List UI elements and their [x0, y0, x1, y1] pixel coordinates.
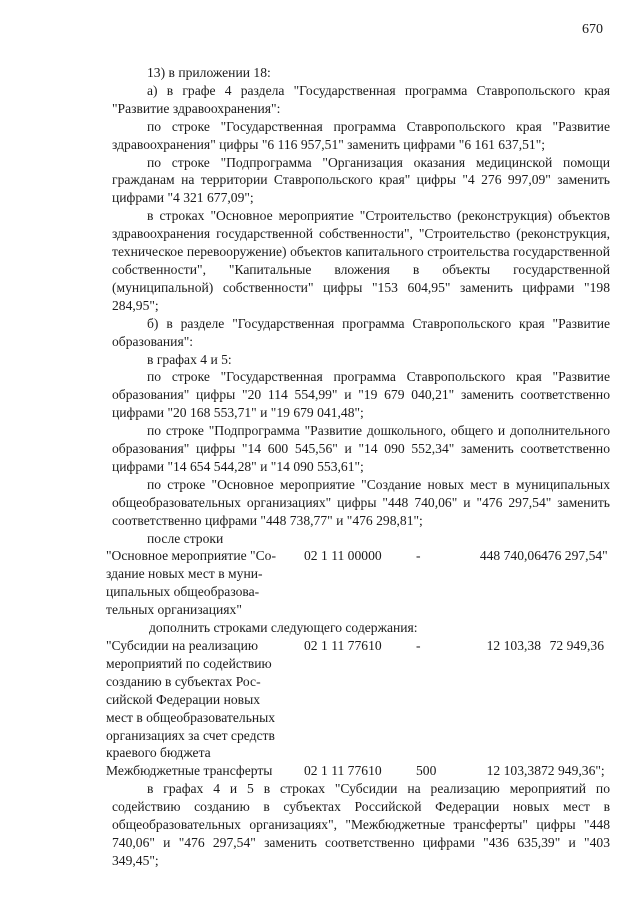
page-number: 670 [582, 22, 603, 37]
row-name-line: ципальных общеобразова- [106, 584, 260, 600]
table-new-rows [106, 637, 610, 780]
paragraph-subprogram-medical: по строке "Подпрограмма "Организация оказания медицинской помощи гражданам на территории Ставропольского края" цифры "4 276 997,09" заменить цифрами "4 321 677,09"; [112, 154, 610, 206]
row-code-cell: 02 1 11 77610 [304, 638, 382, 653]
row-vr-cell: - [416, 548, 421, 564]
table-row [106, 547, 610, 619]
document-body [106, 64, 610, 870]
paragraph-after-row: после строки [147, 530, 224, 546]
row-code-cell: 02 1 11 77610 [304, 763, 382, 779]
row-name-cell [106, 637, 304, 762]
row-name-line: мероприятий по содействию [106, 655, 272, 671]
paragraph-final: в графах 4 и 5 в строках "Субсидии на реализацию мероприятий по содействию созданию в субъектах Российской Федерации новых мест в общеобразовательных организациях", "Межбюджетные трансферты" цифры "448 740,06" и "476 297,54" заменить соответственно цифрами "436 635,39" и "403 349,45"; [112, 781, 610, 868]
row-vr-cell: - [416, 638, 421, 653]
paragraph-program-health: по строке "Государственная программа Ставропольского края "Развитие здравоохранения" цифры "6 116 957,51" заменить цифрами "6 161 637,51"; [112, 118, 610, 152]
paragraph-a: а) в графе 4 раздела "Государственная программа Ставропольского края "Развитие здравоохранения": [112, 82, 610, 116]
table-row [106, 762, 610, 780]
row-name-line: организациях за счет средств [106, 727, 275, 743]
paragraph-program-education: по строке "Государственная программа Ставропольского края "Развитие образования" цифры "20 114 554,99" и "19 679 040,21" заменить соответственно цифрами "20 168 553,71" и "19 679 041,48"; [112, 369, 610, 421]
row-name-cell [106, 547, 304, 619]
paragraph-subprogram-education: по строке "Подпрограмма "Развитие дошкольного, общего и дополнительного образования" цифры "14 600 545,56" и "14 090 552,34" заменить соответственно цифрами "14 654 544,28" и "14 090 553,61"; [112, 423, 610, 474]
paragraph-new-places: по строке "Основное мероприятие "Создание новых мест в муниципальных общеобразовательных организациях" цифры "448 740,06" и "476 297,54" заменить соответственно цифрами "448 738,77" и "476 298,81"; [112, 476, 610, 528]
table-existing-row [106, 547, 610, 619]
paragraph-b: б) в разделе "Государственная программа Ставропольского края "Развитие образования": [112, 315, 610, 349]
row-name-line: здание новых мест в муни- [106, 566, 263, 582]
row-name-line: мест в общеобразовательных [106, 709, 276, 725]
row-vr-cell: 500 [416, 763, 437, 779]
row-value1-cell: 12 103,38 [486, 638, 541, 653]
paragraph-columns: в графах 4 и 5: [147, 351, 232, 367]
row-value2-cell: 72 949,36 [549, 638, 604, 653]
row-name-line: "Субсидии на реализацию [106, 638, 259, 653]
paragraph-add-rows: дополнить строками следующего содержания: [149, 620, 418, 636]
table-row [106, 637, 610, 762]
paragraph-item-13: 13) в приложении 18: [147, 65, 271, 80]
row-name-cell: Межбюджетные трансферты [106, 763, 273, 779]
row-name-line: краевого бюджета [106, 745, 211, 761]
row-value2-cell: 72 949,36"; [541, 763, 605, 779]
paragraph-construction: в строках "Основное мероприятие "Строительство (реконструкция) объектов здравоохранения государственной собственности", "Строительство (реконструкция, техническое перевооружение) объектов капитального строительства государственной собственности", "Капитальные вложения в объекты государственной (муниципальной) собственности" цифры "153 604,95" заменить цифрами "198 284,95"; [112, 208, 610, 313]
row-name-line: "Основное мероприятие "Со- [106, 548, 276, 564]
row-value1-cell: 12 103,38 [486, 763, 541, 779]
row-value1-cell: 448 740,06 [479, 548, 541, 564]
row-name-line: созданию в субъектах Рос- [106, 673, 261, 689]
row-name-line: сийской Федерации новых [106, 691, 261, 707]
row-code-cell: 02 1 11 00000 [304, 548, 382, 564]
row-name-line: тельных организациях" [106, 602, 242, 618]
row-value2-cell: 476 297,54" [541, 548, 608, 564]
